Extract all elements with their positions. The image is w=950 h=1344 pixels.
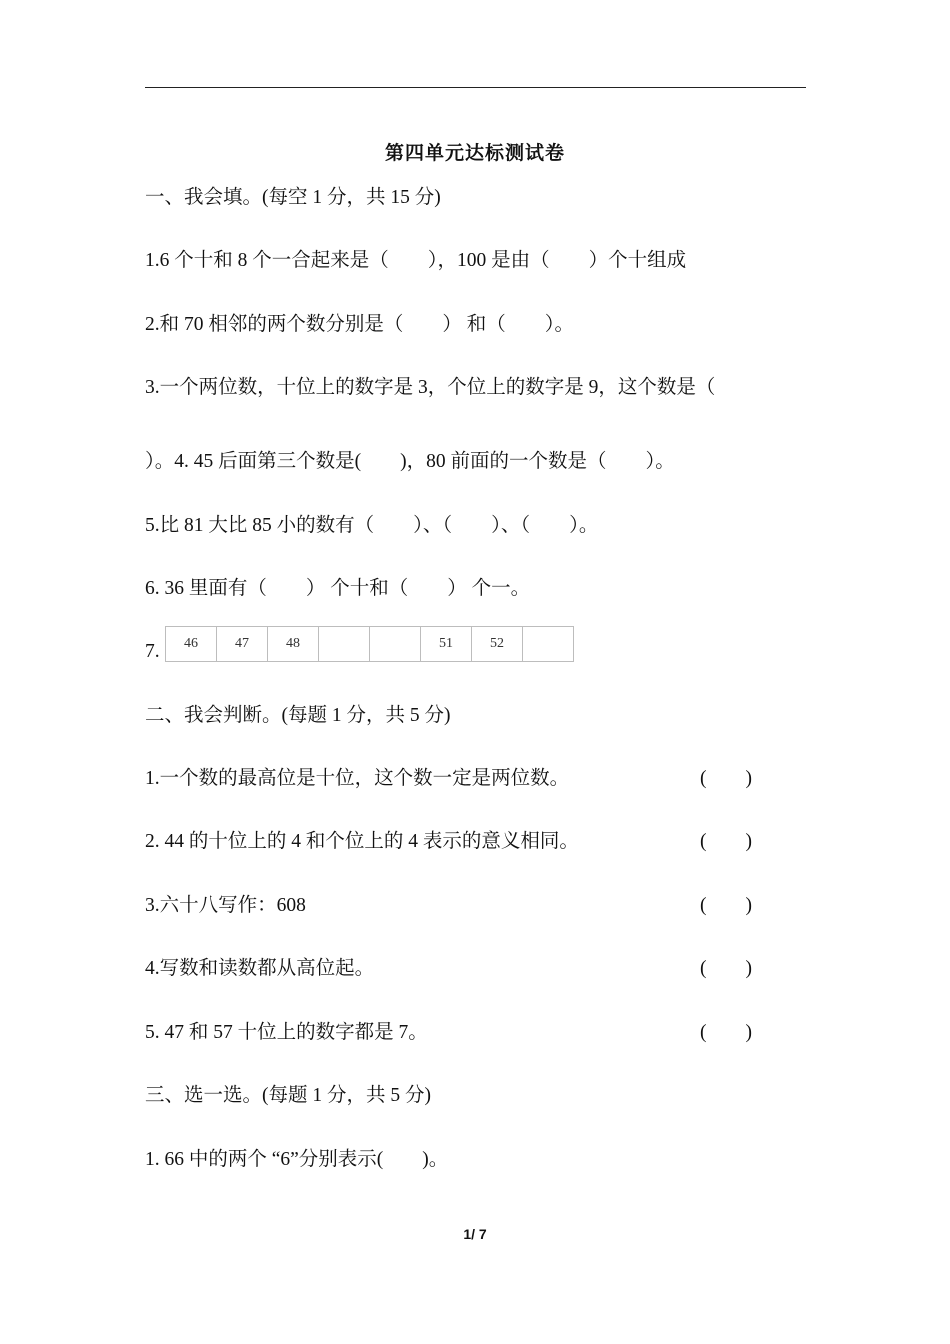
judge-answer-blank-1[interactable]: ( ) xyxy=(700,768,752,789)
section3-heading: 三、选一选。(每题 1 分，共 5 分) xyxy=(145,1085,431,1106)
judge-question-2: 2. 44 的十位上的 4 和个位上的 4 表示的意义相同。 xyxy=(145,831,579,852)
judge-question-1: 1.一个数的最高位是十位，这个数一定是两位数。 xyxy=(145,768,570,789)
sequence-cell: 48 xyxy=(268,627,319,661)
sequence-cell: 52 xyxy=(472,627,523,661)
header-rule xyxy=(145,87,806,88)
sequence-cell-blank[interactable] xyxy=(370,627,421,661)
question-1-3-cont: ）。4. 45 后面第三个数是( )，80 前面的一个数是（ ）。 xyxy=(145,451,675,472)
judge-question-4: 4.写数和读数都从高位起。 xyxy=(145,958,375,979)
question-1-6: 6. 36 里面有（ ） 个十和（ ） 个一。 xyxy=(145,578,531,599)
judge-answer-blank-4[interactable]: ( ) xyxy=(700,958,752,979)
sequence-cell-blank[interactable] xyxy=(319,627,370,661)
page-number: 1/ 7 xyxy=(463,1226,487,1242)
sequence-cell: 46 xyxy=(166,627,217,661)
sequence-cell-blank[interactable] xyxy=(523,627,573,661)
choice-question-1: 1. 66 中的两个 “6”分别表示( )。 xyxy=(145,1149,449,1170)
judge-answer-blank-5[interactable]: ( ) xyxy=(700,1022,752,1043)
section2-heading: 二、我会判断。(每题 1 分，共 5 分) xyxy=(145,705,451,726)
question-1-1: 1.6 个十和 8 个一合起来是（ ），100 是由（ ）个十组成 xyxy=(145,250,687,271)
judge-answer-blank-2[interactable]: ( ) xyxy=(700,831,752,852)
sequence-cell: 51 xyxy=(421,627,472,661)
judge-question-5: 5. 47 和 57 十位上的数字都是 7。 xyxy=(145,1022,428,1043)
page-title: 第四单元达标测试卷 xyxy=(384,143,565,164)
section1-heading: 一、我会填。(每空 1 分，共 15 分) xyxy=(145,187,441,208)
question-1-3: 3.一个两位数，十位上的数字是 3，个位上的数字是 9，这个数是（ xyxy=(145,377,716,398)
question-1-5: 5.比 81 大比 85 小的数有（ ）、（ ）、（ ）。 xyxy=(145,515,599,536)
number-sequence-table xyxy=(165,626,574,662)
judge-answer-blank-3[interactable]: ( ) xyxy=(700,895,752,916)
judge-question-3: 3.六十八写作：608 xyxy=(145,895,306,916)
question-1-2: 2.和 70 相邻的两个数分别是（ ） 和（ ）。 xyxy=(145,314,575,335)
question-1-7-label: 7. xyxy=(145,641,160,662)
sequence-cell: 47 xyxy=(217,627,268,661)
